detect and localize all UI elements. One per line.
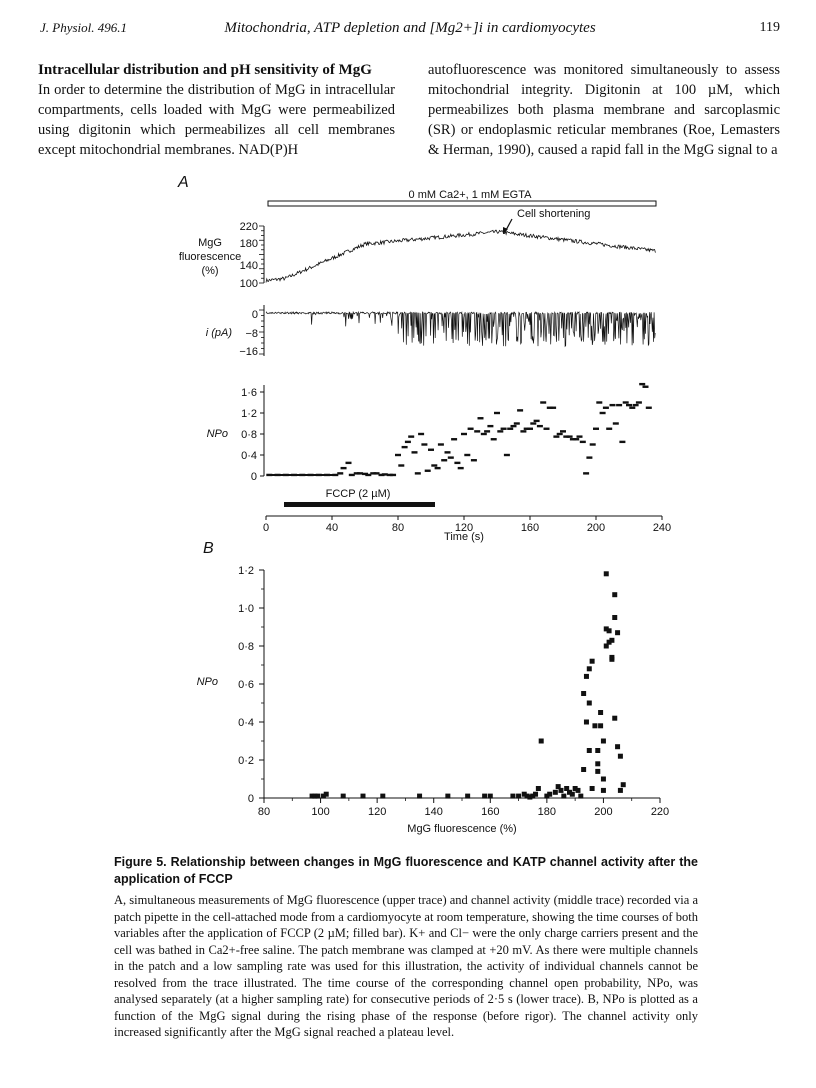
- npo-time-point: [557, 433, 563, 435]
- npo-time-point: [464, 454, 470, 456]
- npo-time-point: [494, 412, 500, 414]
- panel-a-label: A: [178, 174, 189, 191]
- npo-time-point: [468, 428, 474, 430]
- npo-time-point: [511, 425, 517, 427]
- npo-time-point: [395, 454, 401, 456]
- current-ylabel: i (pA): [205, 327, 232, 339]
- npo-time-point: [626, 404, 632, 406]
- b-scatter-point: [581, 767, 586, 772]
- b-scatter-point: [380, 794, 385, 799]
- npo-time-point: [629, 407, 635, 409]
- b-xtick-label: 80: [257, 806, 271, 818]
- npo-time-point: [553, 435, 559, 437]
- npo-time-point: [590, 443, 596, 445]
- b-ytick-label: 1·0: [238, 603, 254, 615]
- npo-ytick-label: 0·4: [241, 450, 257, 462]
- b-scatter-point: [601, 788, 606, 793]
- b-scatter-point: [615, 630, 620, 635]
- b-scatter-point: [615, 744, 620, 749]
- page-number: 119: [759, 20, 780, 35]
- b-scatter-point: [618, 788, 623, 793]
- b-scatter-point: [584, 720, 589, 725]
- npo-time-point: [431, 464, 437, 466]
- npo-time-point: [405, 441, 411, 443]
- npo-time-point: [646, 407, 652, 409]
- b-scatter-point: [324, 792, 329, 797]
- b-scatter-point: [561, 794, 566, 799]
- npo-time-point: [623, 401, 629, 403]
- b-scatter-point: [601, 739, 606, 744]
- panel-b-label: B: [203, 540, 214, 557]
- npo-time-point: [560, 430, 566, 432]
- section-heading: Intracellular distribution and pH sensitivity of MgG: [38, 62, 372, 78]
- b-ytick-label: 0·6: [238, 679, 254, 691]
- npo-time-point: [435, 467, 441, 469]
- b-scatter-point: [609, 655, 614, 660]
- fccp-bar: [284, 502, 435, 507]
- b-scatter-point: [595, 748, 600, 753]
- b-xtick-label: 200: [594, 806, 613, 818]
- time-xtick-label: 40: [325, 522, 339, 534]
- time-xtick-label: 0: [262, 522, 270, 534]
- mgg-fluorescence-trace: [266, 230, 655, 282]
- npo-time-point: [537, 425, 543, 427]
- npo-time-point: [487, 425, 493, 427]
- caption-body: A, simultaneous measurements of MgG fluorescence (upper trace) and channel activity (middle trace) recorded via a patch pipette in the cell-attached mode from a cardiomyocyte at room temperature, showing the time courses of both variables after the application of FCCP (2 µM; filled bar). K+ and Cl− were the only charge carriers present and the cell was bathed in Ca2+-free saline. The patch membrane was clamped at +20 mV. As there were multiple channels in the patch and a low sampling rate was used for this illustration, the activity of individual channels cannot be resolved from the trace illustrated. The time course of the corresponding channel open probability, NPo, was analysed separately (at a higher sampling rate) for consecutive periods of 2·5 s (lower trace). B, NPo is plotted as a function of the MgG signal during the rising phase of the response (before rigor). The channel activity only increased significantly after the MgG signal reached a plateau level.: [114, 893, 698, 1039]
- npo-time-point: [514, 422, 520, 424]
- npo-time-point: [507, 428, 513, 430]
- npo-time-point: [639, 383, 645, 385]
- npo-ytick-label: 0: [250, 471, 257, 483]
- npo-time-point: [550, 407, 556, 409]
- npo-time-point: [402, 446, 408, 448]
- b-xlabel: MgG fluorescence (%): [407, 823, 517, 835]
- npo-time-point: [438, 443, 444, 445]
- b-scatter-point: [553, 790, 558, 795]
- b-scatter-point: [598, 723, 603, 728]
- npo-time-point: [619, 441, 625, 443]
- npo-time-point: [275, 474, 281, 476]
- b-scatter-point: [417, 794, 422, 799]
- mgg-ylabel-3: (%): [201, 265, 219, 277]
- npo-time-point: [580, 441, 586, 443]
- b-scatter-point: [612, 615, 617, 620]
- b-xtick-label: 140: [424, 806, 443, 818]
- b-scatter-point: [609, 638, 614, 643]
- npo-time-point: [445, 451, 451, 453]
- npo-time-point: [451, 438, 457, 440]
- npo-time-point: [643, 386, 649, 388]
- b-scatter-point: [575, 788, 580, 793]
- npo-time-point: [504, 454, 510, 456]
- npo-time-point: [520, 430, 526, 432]
- b-scatter-point: [465, 794, 470, 799]
- b-scatter-point: [607, 628, 612, 633]
- b-ytick-label: 1·2: [238, 565, 254, 577]
- mgg-ytick: 180: [239, 238, 258, 250]
- npo-ytick-label: 0·8: [241, 429, 257, 441]
- npo-time-point: [299, 474, 305, 476]
- mgg-axis: [179, 221, 656, 290]
- npo-time-point: [534, 420, 540, 422]
- npo-time-point: [324, 474, 330, 476]
- npo-time-point: [428, 449, 434, 451]
- b-scatter-point: [482, 794, 487, 799]
- b-scatter-point: [570, 792, 575, 797]
- npo-time-point: [613, 422, 619, 424]
- npo-time-point: [610, 404, 616, 406]
- current-ytick: −16: [239, 346, 258, 358]
- b-scatter-point: [581, 691, 586, 696]
- b-scatter-point: [578, 794, 583, 799]
- npo-time-point: [633, 404, 639, 406]
- npo-time-point: [421, 443, 427, 445]
- npo-time-point: [316, 474, 322, 476]
- b-scatter-point: [488, 794, 493, 799]
- npo-time-point: [497, 430, 503, 432]
- b-scatter-point: [595, 769, 600, 774]
- npo-time-point: [478, 417, 484, 419]
- npo-time-point: [283, 474, 289, 476]
- npo-time-point: [458, 467, 464, 469]
- solution-bar: [268, 201, 656, 206]
- b-scatter-point: [618, 754, 623, 759]
- npo-time-point: [501, 428, 507, 430]
- b-scatter-point: [539, 739, 544, 744]
- figure-caption: [114, 854, 698, 1041]
- npo-time-point: [346, 462, 352, 464]
- npo-time-point: [586, 456, 592, 458]
- b-scatter-point: [604, 571, 609, 576]
- npo-b-ylabel: NPo: [196, 676, 218, 688]
- mgg-ylabel-1: MgG: [198, 237, 222, 249]
- b-scatter-point: [445, 794, 450, 799]
- npo-time-point: [544, 428, 550, 430]
- npo-time-point: [341, 467, 347, 469]
- b-scatter-point: [361, 794, 366, 799]
- time-xtick-label: 200: [586, 522, 606, 534]
- b-scatter-point: [341, 794, 346, 799]
- time-xtick-label: 160: [520, 522, 540, 534]
- time-xtick-label: 240: [652, 522, 672, 534]
- b-scatter-point: [592, 723, 597, 728]
- npo-ytick-label: 1·2: [241, 408, 257, 420]
- npo-time-point: [491, 438, 497, 440]
- left-paragraph: In order to determine the distribution of MgG in intracellular compartments, cells loaded with MgG were permeabilized using digitonin which permeabilizes all cell membranes except mitochondrial membranes. NAD(P)H: [38, 82, 395, 158]
- right-paragraph: autofluorescence was monitored simultaneously to assess mitochondrial integrity. Digitonin at 100 µM, which permeabilizes both plasma membrane and sarcoplasmic (SR) or endoplasmic reticular membranes (Roe, Lemasters & Herman, 1990), caused a rapid fall in the MgG signal to a: [428, 62, 780, 158]
- b-ytick-label: 0·8: [238, 641, 254, 653]
- b-scatter-point: [587, 748, 592, 753]
- panel-b-chart: [197, 565, 670, 835]
- npo-time-point: [461, 433, 467, 435]
- npo-time-point: [636, 401, 642, 403]
- npo-time-point: [603, 407, 609, 409]
- npo-time-point: [573, 438, 579, 440]
- npo-time-point: [567, 435, 573, 437]
- time-xtick-label: 120: [454, 522, 474, 534]
- npo-time-point: [606, 428, 612, 430]
- fccp-label: FCCP (2 µM): [325, 488, 391, 500]
- b-scatter-point: [533, 792, 538, 797]
- b-scatter-point: [510, 794, 515, 799]
- npo-time-point: [540, 401, 546, 403]
- b-scatter-point: [595, 761, 600, 766]
- b-ytick-label: 0: [247, 793, 254, 805]
- b-xtick-label: 180: [537, 806, 557, 818]
- npo-time-point: [418, 433, 424, 435]
- mgg-ytick: 220: [239, 221, 258, 233]
- b-scatter-point: [547, 792, 552, 797]
- b-xtick-label: 120: [367, 806, 387, 818]
- npo-time-point: [337, 472, 343, 474]
- npo-time-point: [474, 430, 480, 432]
- current-ytick: −8: [245, 328, 258, 340]
- b-xtick-label: 160: [481, 806, 500, 818]
- b-ytick-label: 0·4: [238, 717, 254, 729]
- b-scatter-point: [601, 777, 606, 782]
- current-trace: [266, 312, 655, 346]
- b-xtick-label: 100: [311, 806, 330, 818]
- npo-time-point: [415, 472, 421, 474]
- caption-title: Figure 5. Relationship between changes in MgG fluorescence and KATP channel activity after the application of FCCP: [114, 855, 698, 886]
- b-scatter-point: [612, 592, 617, 597]
- b-scatter-point: [559, 788, 564, 793]
- npo-time-point: [408, 435, 414, 437]
- b-scatter-point: [587, 701, 592, 706]
- npo-time-point: [308, 474, 314, 476]
- current-ytick: 0: [251, 309, 258, 321]
- npo-time-point: [517, 409, 523, 411]
- npo-time-point: [484, 430, 490, 432]
- time-axis: [263, 516, 671, 543]
- npo-time-point: [448, 456, 454, 458]
- npo-time-point: [266, 474, 272, 476]
- b-scatter-point: [612, 716, 617, 721]
- b-scatter-point: [315, 794, 320, 799]
- b-scatter-point: [590, 659, 595, 664]
- solution-bar-label: 0 mM Ca2+, 1 mM EGTA: [408, 189, 532, 201]
- npo-time-point: [412, 451, 418, 453]
- b-scatter-point: [584, 674, 589, 679]
- mgg-ytick: 140: [239, 260, 258, 272]
- npo-time-point: [596, 401, 602, 403]
- b-scatter-point: [621, 782, 626, 787]
- npo-time-point: [291, 474, 297, 476]
- npo-time-point: [593, 428, 599, 430]
- b-scatter-point: [536, 786, 541, 791]
- time-xtick-label: 80: [391, 522, 405, 534]
- npo-time-point: [425, 470, 431, 472]
- b-scatter-point: [587, 666, 592, 671]
- npo-time-point: [527, 428, 533, 430]
- b-ytick-label: 0·2: [238, 755, 254, 767]
- time-xlabel: Time (s): [444, 531, 484, 543]
- npo-time-point: [583, 472, 589, 474]
- npo-time-point: [530, 422, 536, 424]
- npo-time-point: [454, 462, 460, 464]
- npo-time-point: [600, 412, 606, 414]
- npo-time-axis: [207, 383, 652, 483]
- npo-time-point: [398, 464, 404, 466]
- npo-time-point: [481, 433, 487, 435]
- mgg-ylabel-2: fluorescence: [178, 251, 242, 263]
- cell-shortening-label: Cell shortening: [517, 208, 591, 220]
- b-scatter-point: [590, 786, 595, 791]
- b-scatter-point: [516, 794, 521, 799]
- npo-time-point: [577, 435, 583, 437]
- journal-name: J. Physiol. 496.1: [40, 20, 128, 35]
- current-axis: [206, 305, 655, 358]
- npo-time-point: [390, 474, 396, 476]
- npo-time-point: [441, 459, 447, 461]
- b-scatter-point: [598, 710, 603, 715]
- npo-ylabel: NPo: [206, 428, 228, 440]
- running-title: Mitochondria, ATP depletion and [Mg2+]i in cardiomyocytes: [224, 20, 596, 36]
- npo-time-point: [616, 404, 622, 406]
- npo-time-point: [471, 459, 477, 461]
- b-xtick-label: 220: [650, 806, 670, 818]
- mgg-ytick: 100: [239, 278, 258, 290]
- npo-ytick-label: 1·6: [241, 387, 257, 399]
